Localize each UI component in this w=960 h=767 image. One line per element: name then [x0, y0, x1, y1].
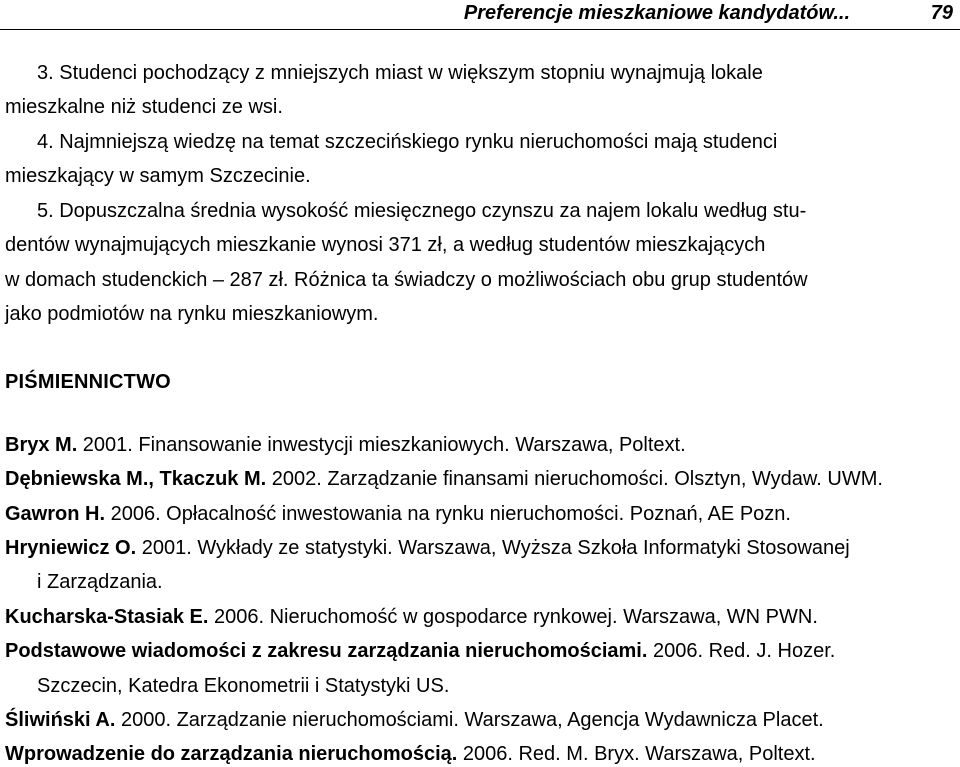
reference-author: Gawron H.: [5, 503, 106, 525]
conclusion-4-line-1: 4. Najmniejszą wiedzę na temat szczecińskiego rynku nieruchomości mają studenci: [37, 131, 778, 153]
reference-details: 2001. Finansowanie inwestycji mieszkaniowych. Warszawa, Poltext.: [77, 434, 686, 456]
reference-details: 2001. Wykłady ze statystyki. Warszawa, Wyższa Szkoła Informatyki Stosowanej: [136, 537, 850, 559]
reference-author: Śliwiński A.: [5, 709, 116, 731]
reference-details: 2006. Nieruchomość w gospodarce rynkowej. Warszawa, WN PWN.: [208, 606, 818, 628]
conclusion-3-line-2: mieszkalne niż studenci ze wsi.: [5, 96, 283, 118]
page-number: 79: [930, 2, 953, 24]
reference-author: Dębniewska M., Tkaczuk M.: [5, 468, 267, 490]
reference-item: [5, 468, 883, 491]
running-header: [0, 0, 960, 30]
reference-details: 2006. Red. M. Bryx. Warszawa, Poltext.: [457, 743, 816, 765]
conclusion-5-line-3: w domach studenckich – 287 zł. Różnica ta świadczy o możliwościach obu grup studentów: [5, 269, 808, 291]
reference-author: Podstawowe wiadomości z zakresu zarządzania nieruchomościami.: [5, 640, 648, 662]
reference-item: [5, 743, 816, 766]
reference-item: [5, 709, 824, 732]
reference-continuation: Szczecin, Katedra Ekonometrii i Statystyki US.: [37, 675, 450, 697]
reference-details: 2006. Opłacalność inwestowania na rynku nieruchomości. Poznań, AE Pozn.: [105, 503, 791, 525]
reference-item: [5, 434, 686, 457]
reference-author: Wprowadzenie do zarządzania nieruchomością.: [5, 743, 458, 765]
conclusion-3-line-1: 3. Studenci pochodzący z mniejszych miast w większym stopniu wynajmują lokale: [37, 62, 763, 84]
reference-item: [5, 537, 850, 560]
reference-author: Kucharska-Stasiak E.: [5, 606, 209, 628]
bibliography-heading: PIŚMIENNICTWO: [5, 371, 171, 393]
reference-continuation: i Zarządzania.: [37, 571, 163, 593]
reference-item: [5, 640, 835, 663]
reference-details: 2000. Zarządzanie nieruchomościami. Warszawa, Agencja Wydawnicza Placet.: [115, 709, 824, 731]
reference-item: [5, 503, 791, 526]
reference-details: 2002. Zarządzanie finansami nieruchomości. Olsztyn, Wydaw. UWM.: [266, 468, 883, 490]
reference-details: 2006. Red. J. Hozer.: [647, 640, 836, 662]
conclusion-5-line-4: jako podmiotów na rynku mieszkaniowym.: [5, 303, 379, 325]
reference-author: Bryx M.: [5, 434, 78, 456]
conclusion-5-line-2: dentów wynajmujących mieszkanie wynosi 371 zł, a według studentów mieszkających: [5, 234, 766, 256]
reference-item: [5, 606, 818, 629]
conclusion-4-line-2: mieszkający w samym Szczecinie.: [5, 165, 311, 187]
running-title: Preferencje mieszkaniowe kandydatów...: [463, 2, 850, 24]
conclusion-5-line-1: 5. Dopuszczalna średnia wysokość miesięcznego czynszu za najem lokalu według stu-: [37, 200, 807, 222]
reference-author: Hryniewicz O.: [5, 537, 137, 559]
